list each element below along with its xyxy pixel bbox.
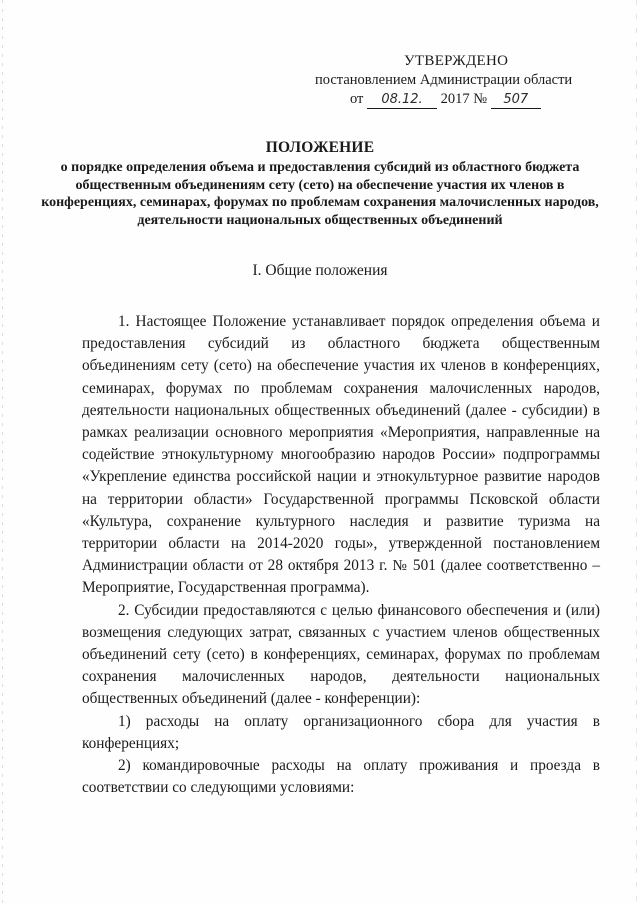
year-number-label: 2017 № <box>440 91 488 107</box>
paragraph-1: 1. Настоящее Положение устанавливает порядок определения объема и предоставления субсидий из областного бюджета общественным объединениям сету (сето) на обеспечение участия их членов в конференциях, семинарах, форумах по проблемам сохранения малочисленных народов, деятельности национальных общественных объединений (далее - субсидии) в рамках реализации основного мероприятия «Мероприятия, направленные на содействие этнокультурному многообразию народов России» подпрограммы «Укрепление единства российской нации и этнокультурное развитие народов на территории области» Государственной программы Псковской области «Культура, сохранение культурного наследия и развитие туризма на территории области на 2014-2020 годы», утвержденной постановлением Администрации области от 28 октября 2013 г. № 501 (далее соответственно – Мероприятие, Государственная программа). <box>82 313 600 597</box>
document-title: ПОЛОЖЕНИЕ <box>265 139 375 156</box>
handwritten-date: 08.12. <box>367 92 437 109</box>
document-body <box>82 311 600 799</box>
scan-edge-left <box>2 0 3 905</box>
approval-date-line <box>350 90 541 109</box>
document-subtitle: о порядке определения объема и предоставления субсидий из областного бюджета общественным объединениям сету (сето) на обеспечение участия их членов в конференциях, семинарах, форумах по проблемам сохранения малочисленных народов, деятельности национальных общественных объединений <box>41 160 599 228</box>
paragraph-2-item-1: 1) расходы на оплату организационного сбора для участия в конференциях; <box>82 712 600 752</box>
document-heading <box>40 138 600 229</box>
scan-edge-right <box>636 0 637 905</box>
date-prefix: от <box>350 91 364 107</box>
paragraph-2: 2. Субсидии предоставляются с целью финансового обеспечения и (или) возмещения следующих затрат, связанных с участием членов общественных объединений сету (сето) в конференциях, семинарах, форумах по проблемам сохранения малочисленных народов, деятельности национальных общественных объединений (далее - конференции): <box>82 601 600 708</box>
approval-title: УТВЕРЖДЕНО <box>404 53 509 69</box>
handwritten-number: 507 <box>491 92 541 109</box>
paragraph-2-item-2: 2) командировочные расходы на оплату проживания и проезда в соответствии со следующими условиями: <box>82 757 600 797</box>
approval-authority: постановлением Администрации области <box>315 72 573 88</box>
section-title: I. Общие положения <box>252 262 388 279</box>
